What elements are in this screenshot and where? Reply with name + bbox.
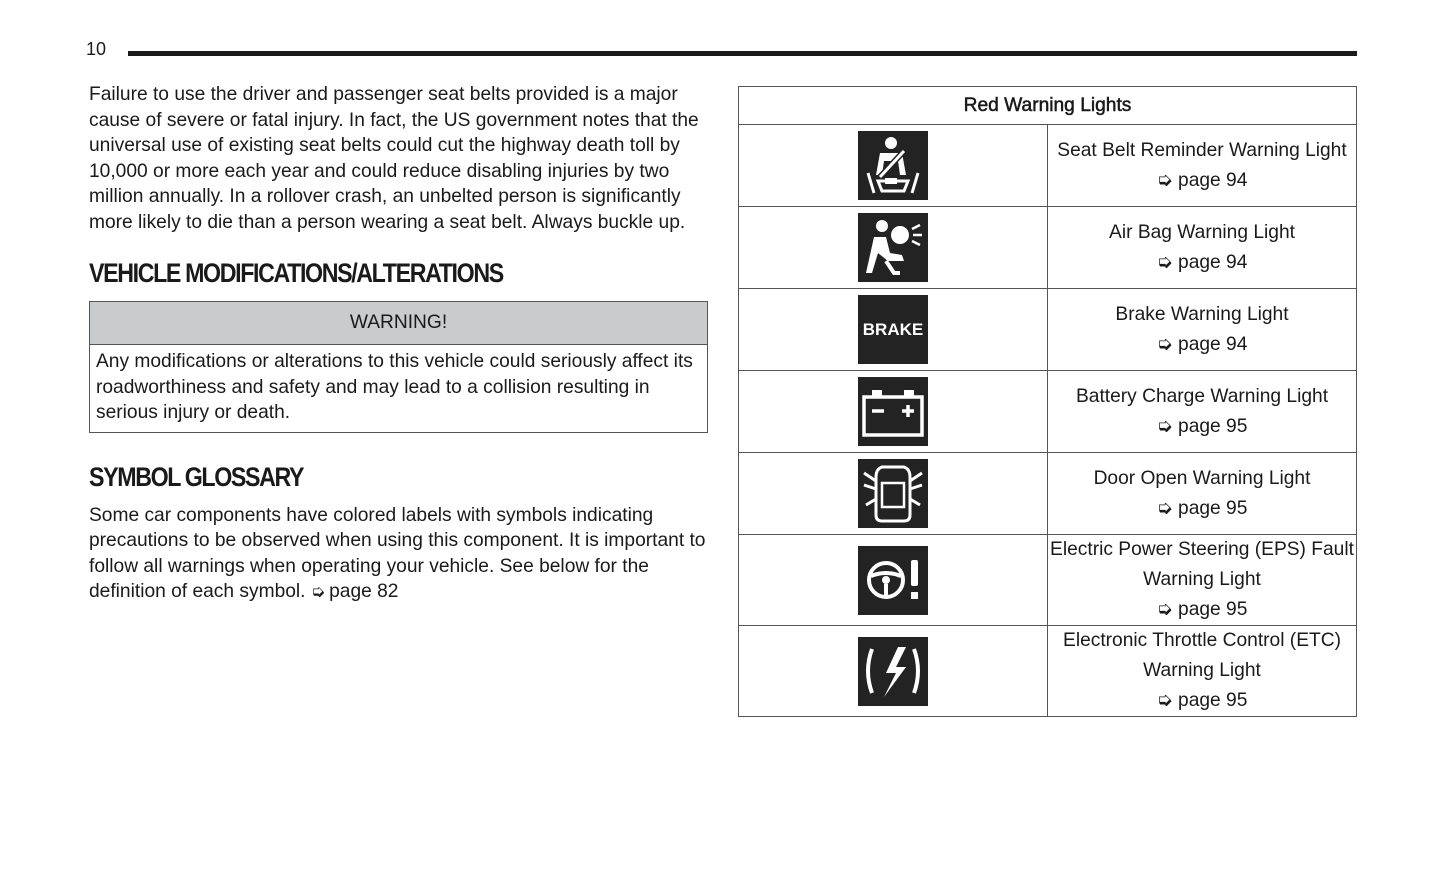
warning-light-label: Door Open Warning Light xyxy=(1093,467,1311,489)
xref-arrow-icon: ➭ xyxy=(1156,690,1173,711)
xref-arrow-icon: ➭ xyxy=(1156,251,1173,273)
warning-light-label: Air Bag Warning Light xyxy=(1109,221,1295,243)
page-link[interactable]: page 95 xyxy=(1178,690,1248,711)
warning-light-label: Seat Belt Reminder Warning Light xyxy=(1057,139,1347,161)
page-link[interactable]: page 94 xyxy=(1178,251,1248,273)
xref-arrow-icon: ➭ xyxy=(1156,497,1173,519)
xref-arrow-icon: ➭ xyxy=(1156,599,1173,620)
battery-icon xyxy=(858,377,928,446)
table-row xyxy=(739,289,1357,371)
brake-icon xyxy=(858,295,928,364)
table-row xyxy=(739,125,1357,207)
symbol-glossary-text: Some car components have colored labels with symbols indicating precautions to be observed when using this component. It is important to follow all warnings when operating your vehicle. See below for the definition of each symbol. xyxy=(89,504,706,602)
warning-light-label: Electric Power Steering (EPS) Fault Warning Light xyxy=(1050,539,1354,590)
page-82-link[interactable]: page 82 xyxy=(329,581,399,602)
vehicle-modifications-heading: VEHICLE MODIFICATIONS/ALTERATIONS xyxy=(89,258,503,288)
seat-belt-icon xyxy=(858,131,928,200)
red-warning-lights-table xyxy=(738,86,1357,717)
page-link[interactable]: page 94 xyxy=(1178,169,1248,191)
warning-body: Any modifications or alterations to this vehicle could seriously affect its roadworthiness and safety and may lead to a collision resulting in serious injury or death. xyxy=(96,351,693,423)
warning-title: WARNING! xyxy=(90,302,707,345)
symbol-glossary-heading: SYMBOL GLOSSARY xyxy=(89,461,304,492)
door-open-icon xyxy=(858,459,928,528)
table-row xyxy=(739,535,1357,626)
left-column xyxy=(89,82,709,605)
page-link[interactable]: page 95 xyxy=(1178,415,1248,437)
xref-arrow-icon: ➭ xyxy=(1156,415,1173,437)
symbol-glossary-paragraph xyxy=(89,503,709,605)
brake-icon-text: BRAKE xyxy=(862,320,924,339)
table-title: Red Warning Lights xyxy=(739,87,1357,125)
xref-arrow-icon: ➭ xyxy=(1156,169,1173,191)
warning-light-label: Electronic Throttle Control (ETC) Warning Light xyxy=(1063,630,1341,681)
eps-fault-icon xyxy=(858,546,928,615)
page-link[interactable]: page 94 xyxy=(1178,333,1248,355)
etc-warning-icon xyxy=(858,637,928,706)
header-rule xyxy=(128,51,1357,56)
warning-light-label: Brake Warning Light xyxy=(1115,303,1289,325)
table-row xyxy=(739,207,1357,289)
warning-box xyxy=(89,301,708,433)
xref-arrow-icon: ➭ xyxy=(1156,333,1173,355)
seat-belt-paragraph: Failure to use the driver and passenger seat belts provided is a major cause of severe or fatal injury. In fact, the US government notes that the universal use of existing seat belts could cut the highway death toll by 10,000 or more each year and could reduce disabling injuries by two million annually. In a rollover crash, an unbelted person is significantly more likely to die than a person wearing a seat belt. Always buckle up. xyxy=(89,84,699,233)
table-row xyxy=(739,626,1357,717)
air-bag-icon xyxy=(858,213,928,282)
page-link[interactable]: page 95 xyxy=(1178,599,1248,620)
xref-arrow-icon: ➭ xyxy=(310,582,326,601)
warning-light-label: Battery Charge Warning Light xyxy=(1075,385,1329,407)
page-number: 10 xyxy=(86,39,107,59)
page-link[interactable]: page 95 xyxy=(1178,497,1248,519)
table-row xyxy=(739,453,1357,535)
table-row xyxy=(739,371,1357,453)
